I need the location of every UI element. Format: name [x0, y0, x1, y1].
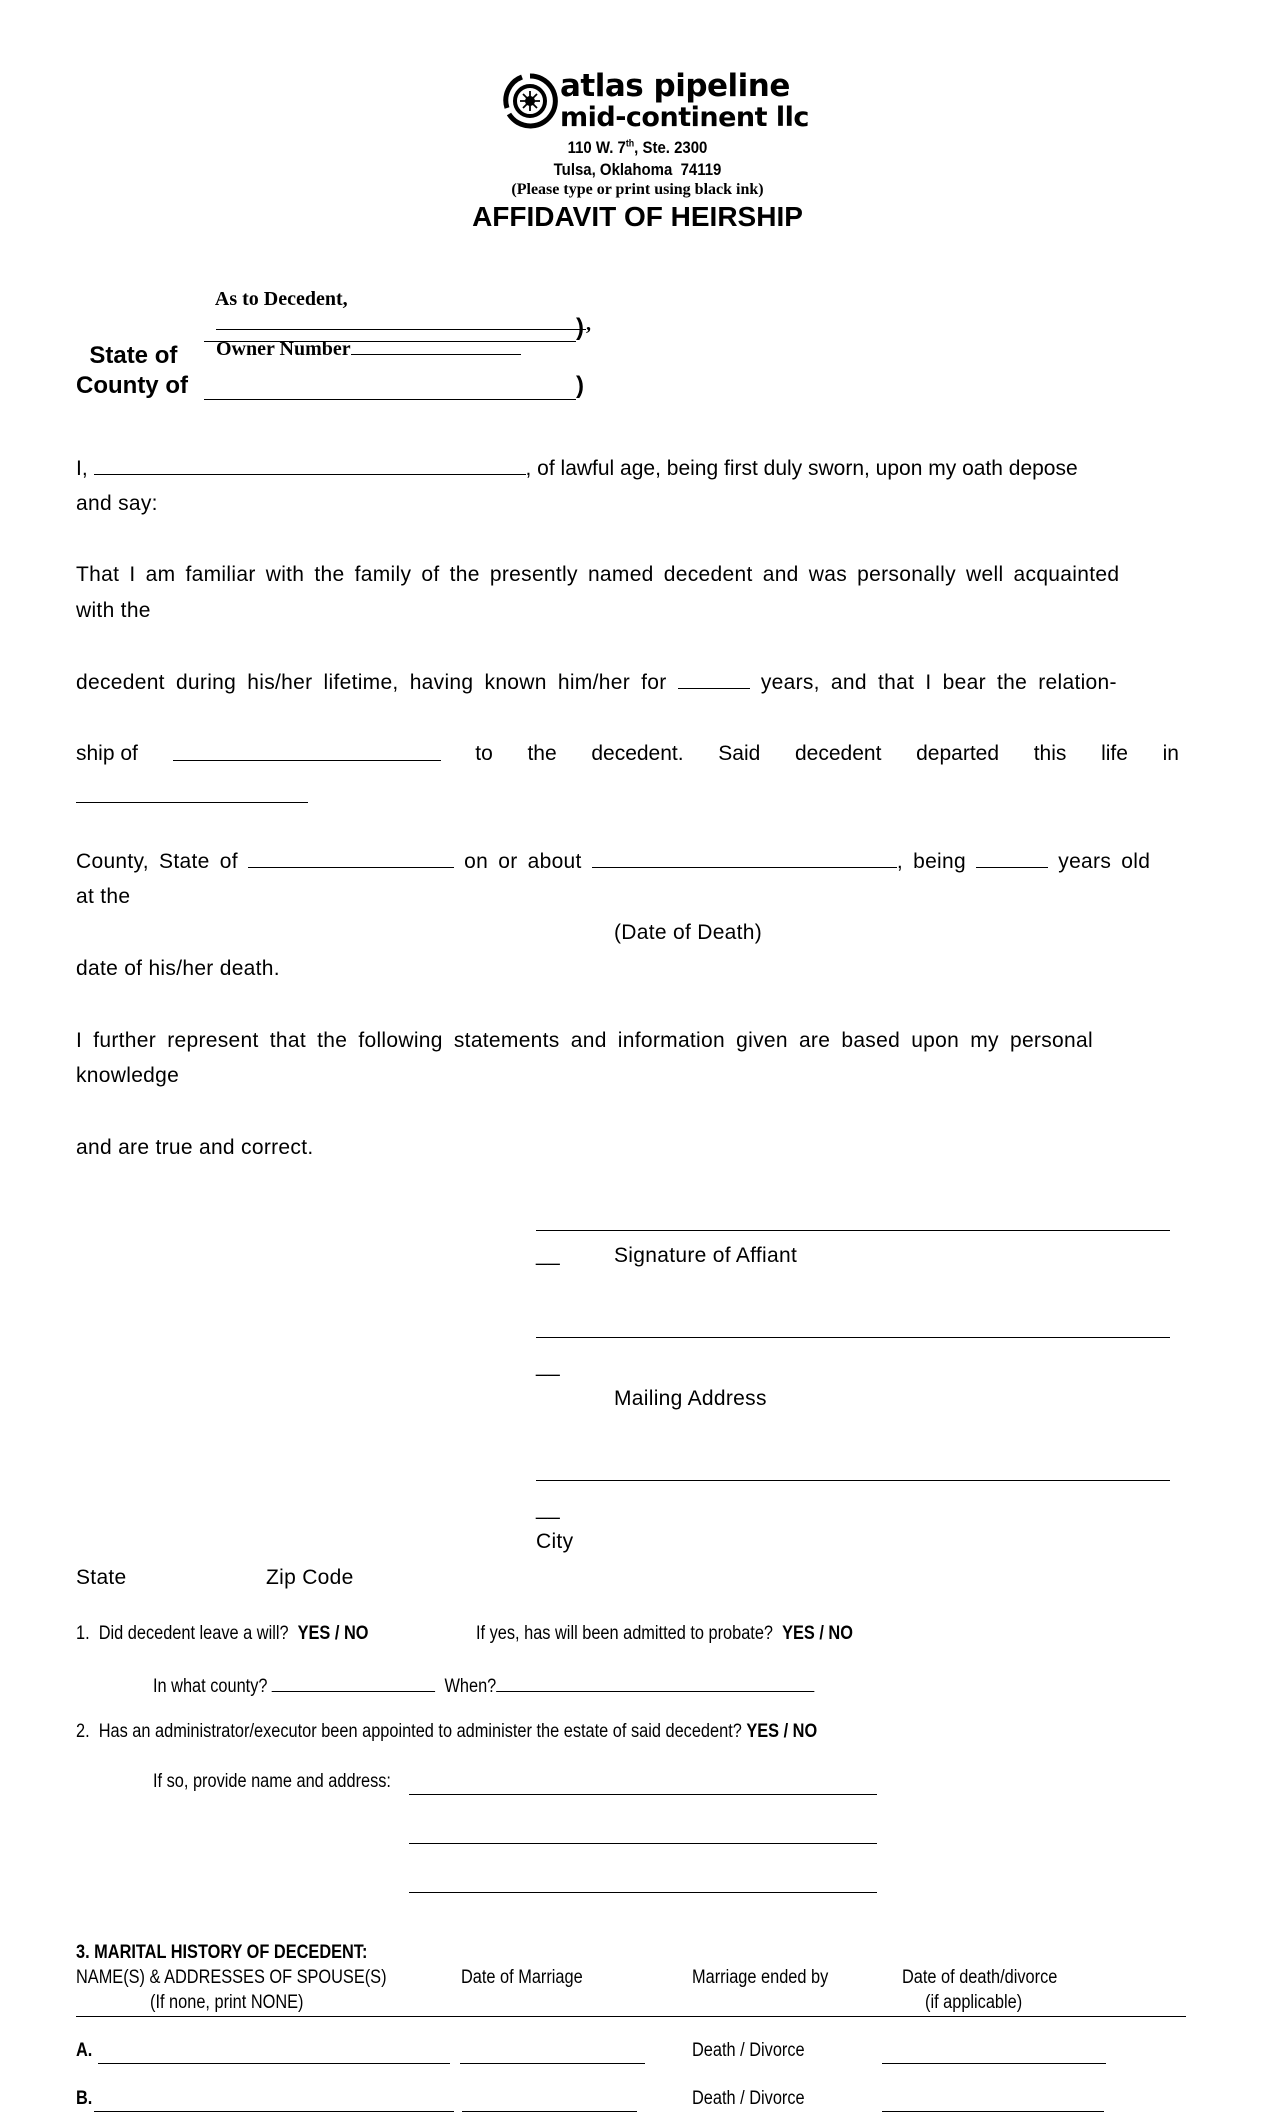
marital-header-rule: [76, 2016, 1186, 2017]
ended-by-options[interactable]: Death / Divorce: [692, 2040, 805, 2061]
administrator-address-line-1[interactable]: [409, 1843, 877, 1844]
col-sub-spouse: (If none, print NONE): [150, 1992, 304, 2013]
q2-yes-no[interactable]: YES / NO: [746, 1721, 818, 1742]
state-paren: ): [576, 314, 584, 341]
relationship-field[interactable]: [173, 742, 441, 761]
date-of-death-caption: (Date of Death): [614, 921, 763, 944]
col-header-date-death-divorce: Date of death/divorce: [902, 1967, 1058, 1988]
county-state-line: County, State of on or about , being years old: [76, 850, 1151, 873]
age-field[interactable]: [976, 849, 1048, 868]
relationship-line: ship of to the decedent. Said decedent departed this life in: [76, 742, 1179, 765]
familiar-line-1: That I am familiar with the family of the presently named decedent and was personally well acquainted: [76, 563, 1120, 586]
spouse-name-field[interactable]: [98, 2063, 450, 2064]
decedent-label: As to Decedent,: [214, 288, 348, 310]
signature-line[interactable]: [536, 1230, 1170, 1231]
at-the-text: at the: [76, 885, 131, 908]
death-county-field[interactable]: [76, 784, 308, 803]
administrator-address-line-2[interactable]: [409, 1892, 877, 1893]
logo-line-1: atlas pipeline: [560, 68, 790, 104]
col-header-ended-by: Marriage ended by: [692, 1967, 829, 1988]
state-label: State: [76, 1566, 127, 1589]
col-sub-date: (if applicable): [925, 1992, 1023, 2013]
county-of-label: County of: [76, 372, 188, 399]
date-of-death-field[interactable]: [592, 849, 897, 868]
zip-code-label: Zip Code: [266, 1566, 354, 1589]
mailing-address-label: Mailing Address: [614, 1387, 767, 1410]
affiant-name-field[interactable]: [94, 456, 526, 475]
death-divorce-date-field[interactable]: [882, 2063, 1106, 2064]
col-header-date-of-marriage: Date of Marriage: [461, 1967, 583, 1988]
row-label: B.: [76, 2088, 93, 2109]
col-header-spouse: NAME(S) & ADDRESSES OF SPOUSE(S): [76, 1967, 387, 1988]
state-of-row: [76, 314, 177, 370]
probate-when-field[interactable]: [496, 1673, 814, 1692]
probate-county-row: In what county? When?: [153, 1673, 814, 1698]
known-line: decedent during his/her lifetime, having known him/her for years, and that I bear the relation-: [76, 671, 1117, 694]
county-paren: ): [576, 372, 584, 399]
familiar-line-2: with the: [76, 599, 151, 622]
row-label: A.: [76, 2040, 93, 2061]
q1b-yes-no[interactable]: YES / NO: [782, 1623, 853, 1644]
marital-history-heading: 3. MARITAL HISTORY OF DECEDENT:: [76, 1942, 368, 1963]
atlas-pipeline-logo-icon: [502, 72, 558, 130]
document-title: AFFIDAVIT OF HEIRSHIP: [472, 201, 803, 232]
further-line-2: knowledge: [76, 1064, 180, 1087]
years-known-field[interactable]: [678, 670, 750, 689]
city-line[interactable]: [536, 1480, 1170, 1481]
county-of-field[interactable]: [204, 380, 576, 400]
date-of-death-line: date of his/her death.: [76, 957, 280, 980]
administrator-name-line[interactable]: [409, 1794, 877, 1795]
ended-by-options[interactable]: Death / Divorce: [692, 2088, 805, 2109]
address-line-1: 110 W. 7th, Ste. 2300: [567, 138, 708, 157]
signature-label: Signature of Affiant: [614, 1244, 798, 1267]
question-1: 1. Did decedent leave a will? YES / NO: [76, 1623, 369, 1644]
affiant-line-cont: and say:: [76, 492, 158, 515]
question-2: 2. Has an administrator/executor been appointed to administer the estate of said decedent? YES / NO: [76, 1721, 818, 1742]
signature-dash: __: [536, 1243, 560, 1266]
logo-line-2: mid-continent llc: [560, 102, 809, 133]
city-label: City: [536, 1530, 574, 1553]
affiant-line: I, , of lawful age, being first duly sworn, upon my oath depose: [76, 457, 1078, 480]
further-line-1: I further represent that the following statements and information given are based upon my personal: [76, 1029, 1093, 1052]
address-line-2: Tulsa, Oklahoma 74119: [553, 160, 722, 179]
question-1b: If yes, has will been admitted to probate? YES / NO: [476, 1623, 853, 1644]
ink-instruction: (Please type or print using black ink): [511, 181, 764, 198]
mailing-address-line[interactable]: [536, 1337, 1170, 1338]
marriage-date-field[interactable]: [460, 2063, 645, 2064]
city-dash: __: [536, 1497, 560, 1520]
state-of-label: State of: [89, 342, 178, 369]
if-so-label: If so, provide name and address:: [153, 1771, 391, 1792]
owner-number-label: Owner Number: [216, 338, 351, 360]
true-correct-line: and are true and correct.: [76, 1136, 314, 1159]
death-state-field[interactable]: [248, 849, 454, 868]
decedent-line: As to Decedent, , Owner Number: [214, 288, 591, 360]
q1-yes-no[interactable]: YES / NO: [297, 1623, 369, 1644]
probate-county-field[interactable]: [272, 1673, 435, 1692]
mailing-dash: __: [536, 1354, 560, 1377]
state-of-field[interactable]: [204, 322, 576, 342]
